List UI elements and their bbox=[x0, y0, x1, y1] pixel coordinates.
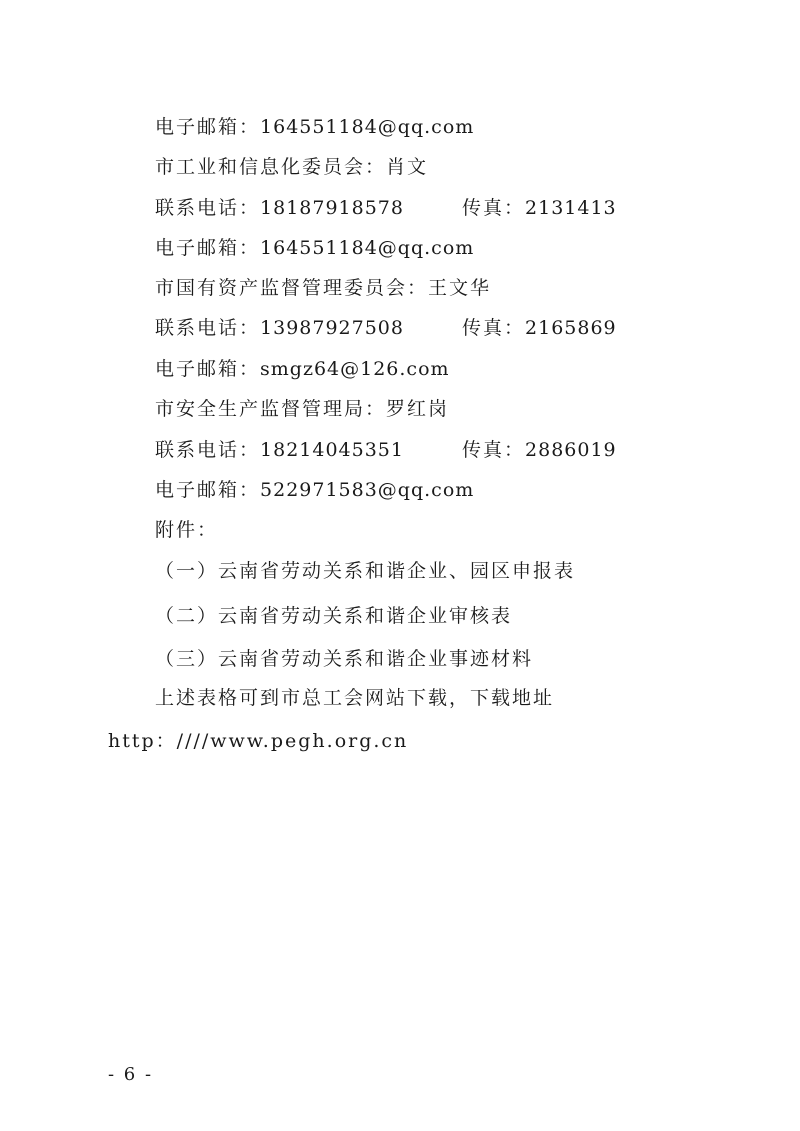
email-label: 电子邮箱： bbox=[155, 479, 261, 501]
fax-label: 传真： bbox=[462, 439, 526, 461]
contact-phone-line bbox=[155, 195, 617, 221]
page-number: - 6 - bbox=[108, 1064, 154, 1085]
email-value: smgz64@126.com bbox=[260, 358, 450, 380]
phone-value: 18214045351 bbox=[260, 439, 404, 461]
download-note: 上述表格可到市总工会网站下载，下载地址 bbox=[155, 687, 555, 709]
fax-label: 传真： bbox=[462, 197, 526, 219]
attachments-heading: 附件： bbox=[155, 519, 219, 541]
department-contact: 市国有资产监督管理委员会：王文华 bbox=[155, 277, 492, 299]
contact-email-line bbox=[155, 235, 474, 261]
department-contact: 市安全生产监督管理局：罗红岗 bbox=[155, 398, 450, 420]
attachment-item: （三）云南省劳动关系和谐企业事迹材料 bbox=[155, 648, 534, 670]
email-value: 164551184@qq.com bbox=[260, 237, 475, 259]
attachment-item: （一）云南省劳动关系和谐企业、园区申报表 bbox=[155, 560, 576, 582]
contact-phone-line bbox=[155, 315, 617, 341]
phone-label: 联系电话： bbox=[155, 197, 261, 219]
email-label: 电子邮箱： bbox=[155, 116, 261, 138]
email-value: 164551184@qq.com bbox=[260, 116, 475, 138]
fax-group bbox=[462, 437, 617, 463]
contact-email-line bbox=[155, 477, 474, 503]
contact-email-line bbox=[155, 114, 474, 140]
fax-value: 2131413 bbox=[525, 197, 617, 219]
email-label: 电子邮箱： bbox=[155, 237, 261, 259]
phone-label: 联系电话： bbox=[155, 317, 261, 339]
phone-label: 联系电话： bbox=[155, 439, 261, 461]
attachment-item: （二）云南省劳动关系和谐企业审核表 bbox=[155, 605, 513, 627]
phone-value: 18187918578 bbox=[260, 197, 404, 219]
fax-value: 2886019 bbox=[525, 439, 617, 461]
download-url: http：////www.pegh.org.cn bbox=[108, 730, 409, 752]
fax-group bbox=[462, 195, 617, 221]
phone-value: 13987927508 bbox=[260, 317, 404, 339]
email-label: 电子邮箱： bbox=[155, 358, 261, 380]
fax-value: 2165869 bbox=[525, 317, 617, 339]
email-value: 522971583@qq.com bbox=[260, 479, 475, 501]
contact-phone-line bbox=[155, 437, 617, 463]
fax-label: 传真： bbox=[462, 317, 526, 339]
contact-email-line bbox=[155, 356, 450, 382]
fax-group bbox=[462, 315, 617, 341]
department-contact: 市工业和信息化委员会：肖文 bbox=[155, 156, 429, 178]
